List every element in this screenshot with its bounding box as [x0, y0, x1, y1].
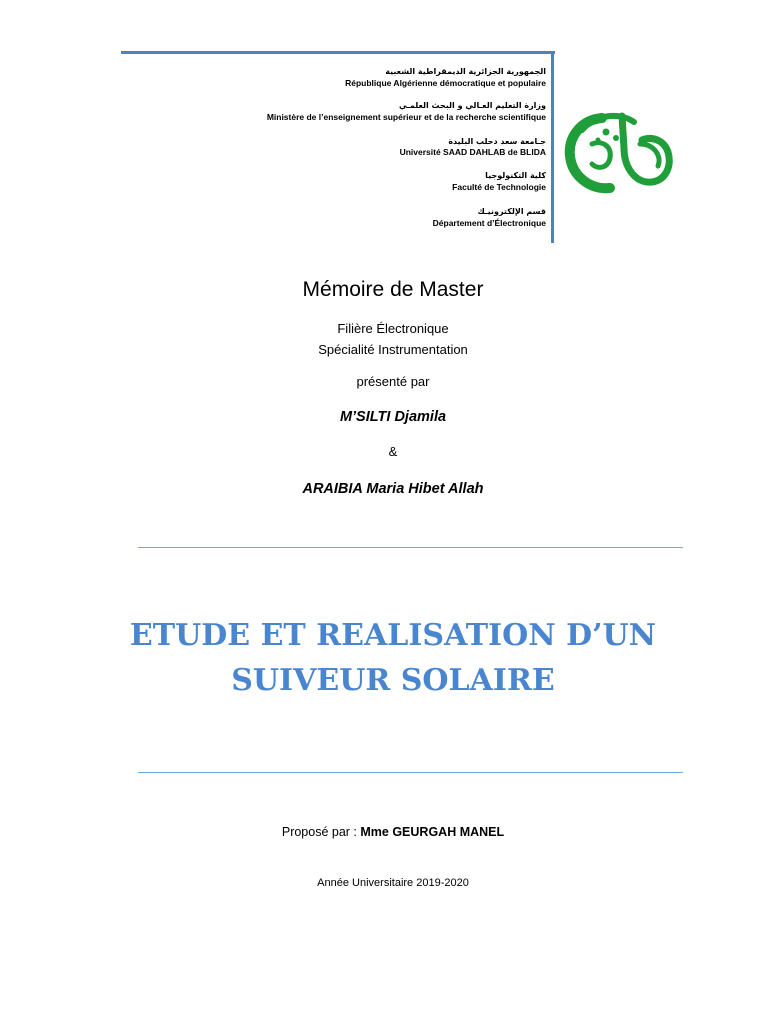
thesis-title-line-2: SUIVEUR SOLAIRE [231, 663, 555, 698]
university-logo [562, 100, 676, 200]
title-top-divider [138, 547, 683, 548]
supervisor-line [0, 825, 768, 839]
header-fr-5: Département d’Électronique [432, 218, 546, 228]
author-2: ARAIBIA Maria Hibet Allah [302, 481, 484, 497]
header-fr-2: Ministère de l’enseignement supérieur et de la recherche scientifique [266, 112, 546, 122]
header-ar-3: جـامعة سعد دحلب البليدة [448, 137, 546, 146]
academic-year: Année Universitaire 2019-2020 [317, 877, 469, 889]
header-ar-1: الجمهورية الجزائرية الديمقراطية الشعبية [385, 67, 546, 76]
header-fr-3: Université SAAD DAHLAB de BLIDA [399, 147, 546, 157]
header-ar-2: وزارة التعليم العـالي و البحث العلمـي [399, 101, 546, 110]
filiere-text: Filière Électronique [337, 321, 449, 336]
header-ar-4: كلية التكنولوجيا [485, 171, 546, 180]
header-top-rule [121, 51, 555, 54]
specialite-text: Spécialité Instrumentation [318, 342, 468, 357]
header-ar-5: قسم الإلكترونيـك [477, 207, 546, 216]
ampersand: & [388, 444, 398, 459]
presente-par-text: présenté par [356, 374, 430, 389]
header-fr-1: République Algérienne démocratique et populaire [345, 78, 546, 88]
header-side-rule [551, 51, 554, 243]
propose-par-label: Proposé par : [281, 825, 361, 839]
memoire-title: Mémoire de Master [302, 278, 484, 301]
thesis-title-line-1: ETUDE ET REALISATION D’UN [129, 618, 657, 653]
header-fr-4: Faculté de Technologie [452, 182, 546, 192]
supervisor-name: Mme GEURGAH MANEL [360, 825, 505, 839]
author-1: M’SILTI Djamila [339, 409, 447, 425]
title-bottom-divider [138, 772, 683, 773]
